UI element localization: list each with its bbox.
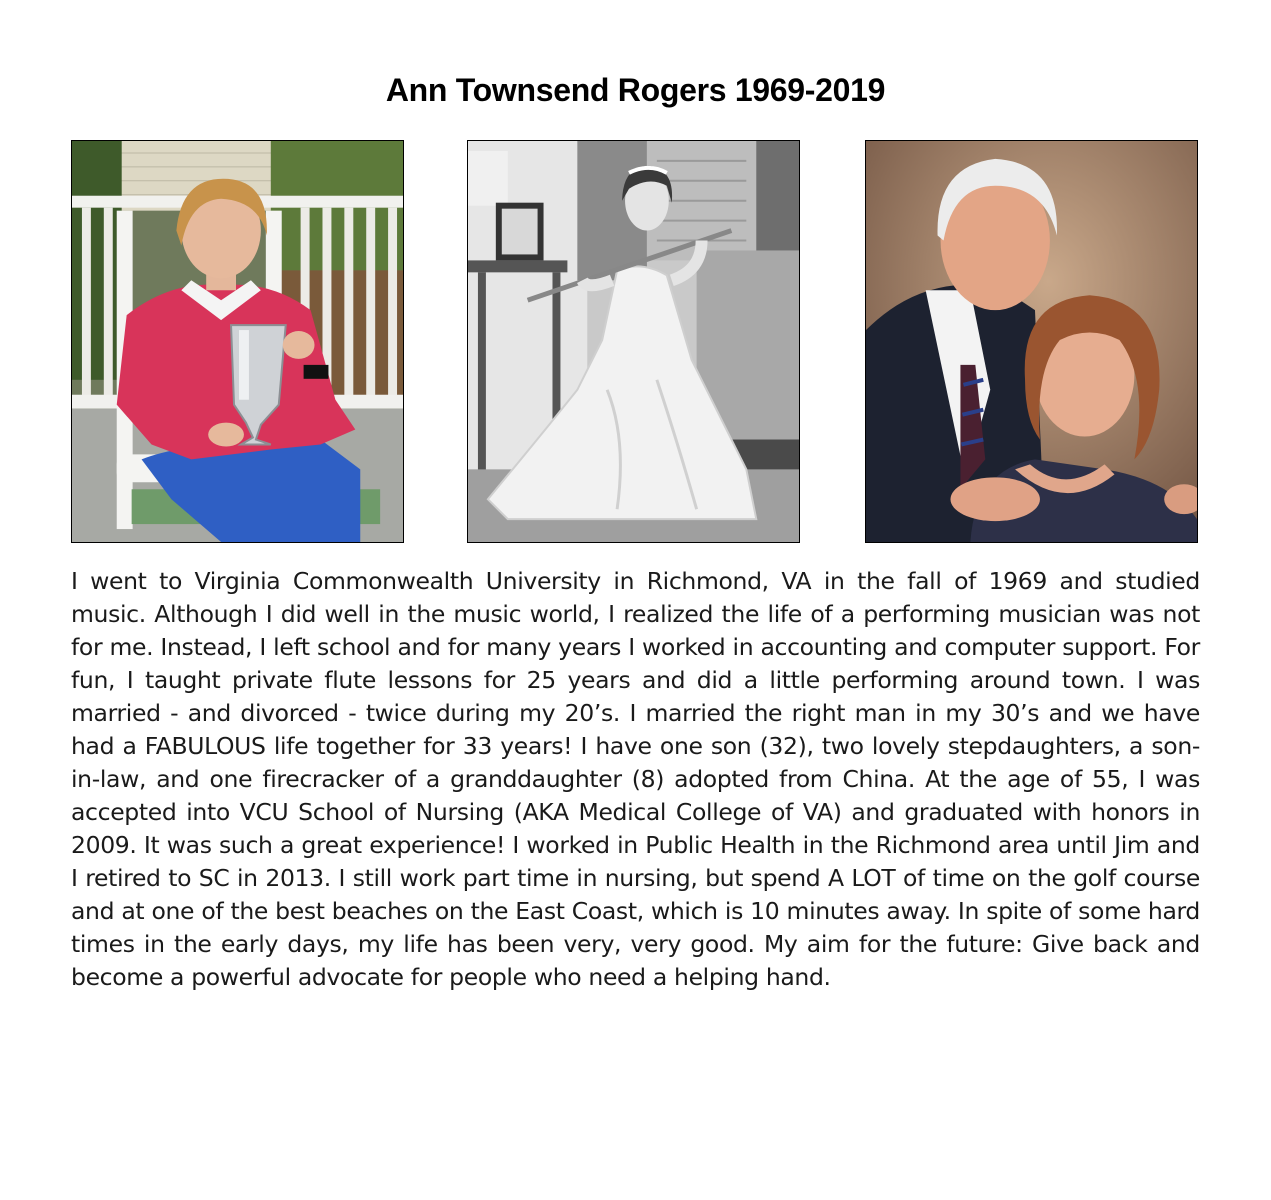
ann-and-jim-portrait-photo bbox=[865, 140, 1198, 543]
page-title: Ann Townsend Rogers 1969-2019 bbox=[385, 72, 886, 108]
ann-porch-trophy-photo bbox=[71, 140, 404, 543]
ann-flute-gown-photo bbox=[467, 140, 800, 543]
biography-text: I went to Virginia Commonwealth University in Richmond, VA in the fall of 1969 and studied music. Although I did well in the music world, I realized the life of a performing musician was not for me. Instead, I left school and for many years I worked in accounting and computer support. For fun, I taught private flute lessons for 25 years and did a little performing around town. I was married - and divorced - twice during my 20’s. I married the right man in my 30’s and we have had a FABULOUS life together for 33 years! I have one son (32), two lovely stepdaughters, a son-in-law, and one firecracker of a granddaughter (8) adopted from China. At the age of 55, I was accepted into VCU School of Nursing (AKA Medical College of VA) and graduated with honors in 2009. It was such a great experience! I worked in Public Health in the Richmond area until Jim and I retired to SC in 2013. I still work part time in nursing, but spend A LOT of time on the golf course and at one of the best beaches on the East Coast, which is 10 minutes away. In spite of some hard times in the early days, my life has been very, very good. My aim for the future: Give back and become a powerful advocate for people who need a helping hand. bbox=[71, 567, 1200, 991]
